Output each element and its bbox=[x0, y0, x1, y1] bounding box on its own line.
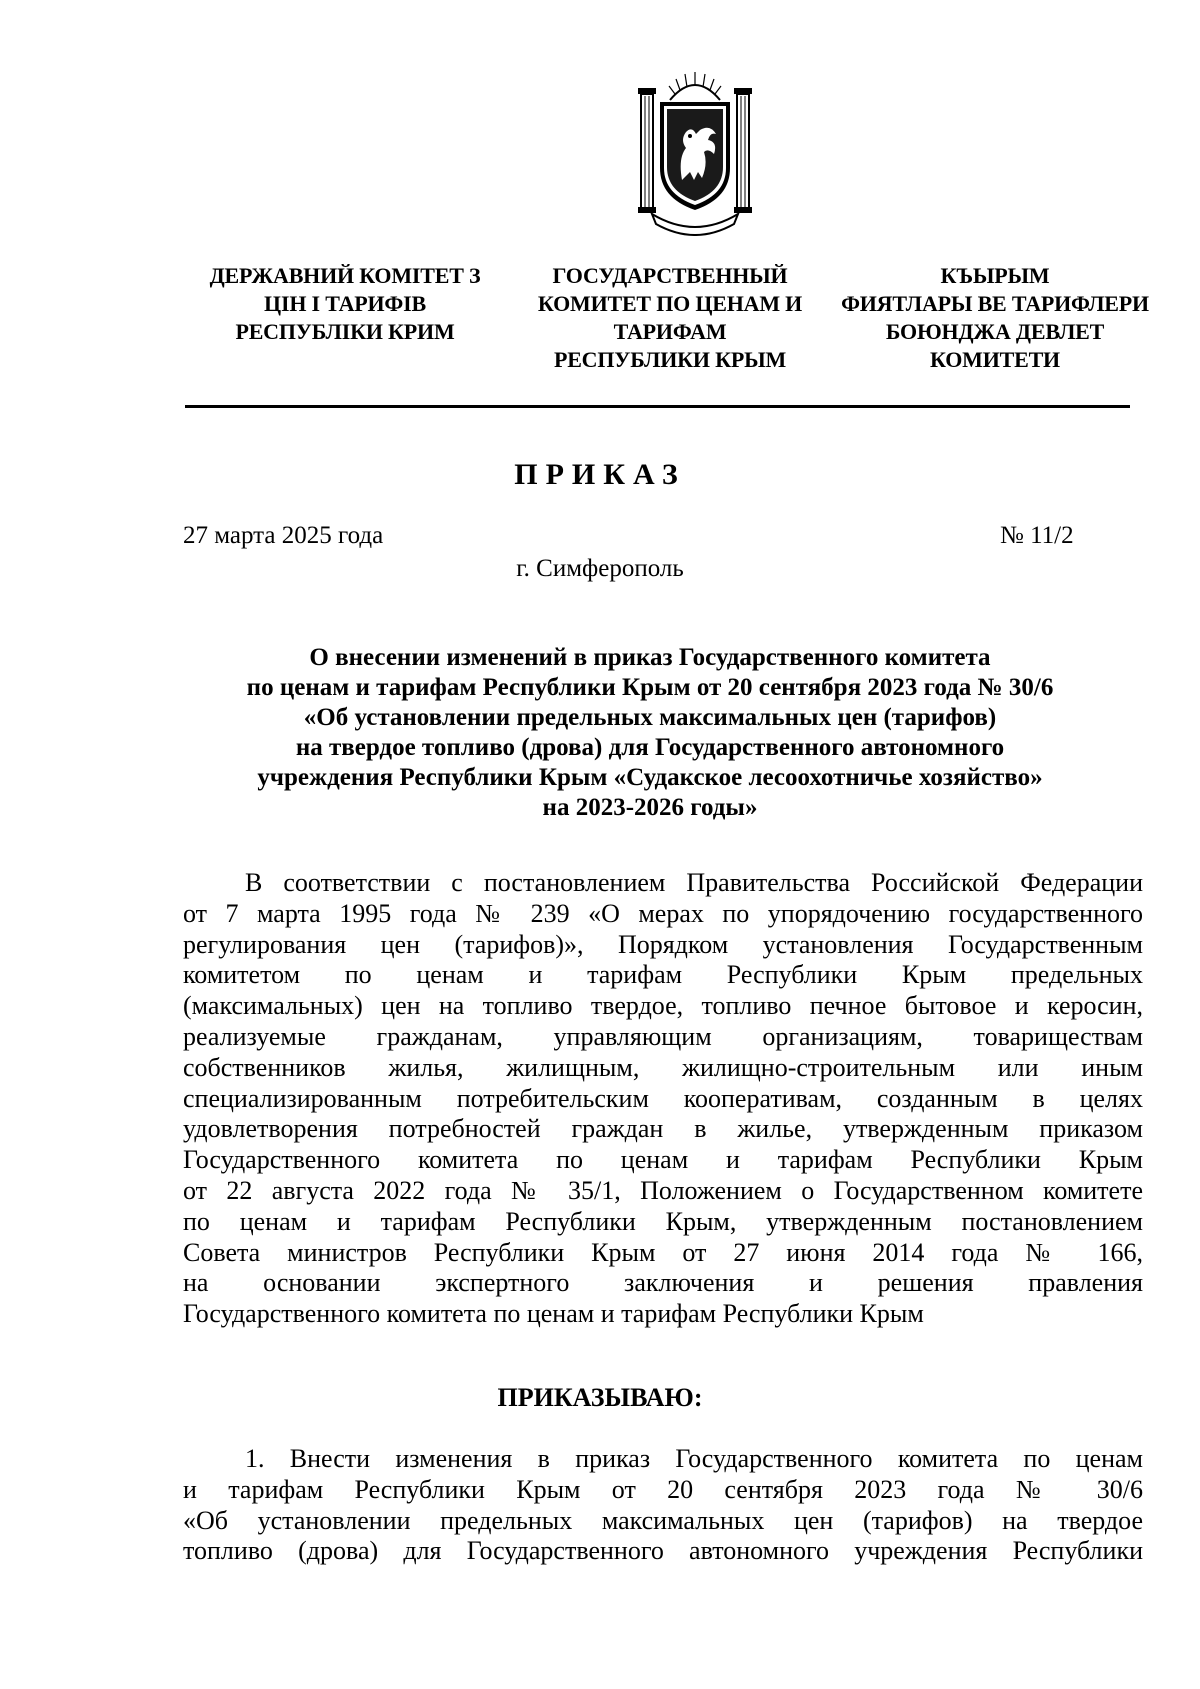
letterhead bbox=[190, 262, 1150, 382]
document-number: № 11/2 bbox=[1000, 522, 1074, 549]
order-item-1: 1. Внести изменения в приказ Государственного комитета по ценам и тарифам Республики Крым от 20 сентября 2023 года № 30/6 «Об установлении предельных максимальных цен (тарифов) на твердое топливо (дрова) для Государственного автономного учреждения Республики bbox=[183, 1444, 1143, 1566]
document-city: г. Симферополь bbox=[516, 555, 684, 582]
header-divider bbox=[185, 405, 1130, 408]
order-heading: ПРИКАЗЫВАЮ: bbox=[497, 1383, 703, 1412]
preamble-paragraph: В соответствии с постановлением Правительства Российской Федерации от 7 марта 1995 года № 239 «О мерах по упорядочению государственного регулирования цен (тарифов)», Порядком установления Государственным комитетом по ценам и тарифам Республики Крым предельных (максимальных) цен на топливо твердое, топливо печное бытовое и керосин, реализуемые гражданам, управляющим организациям, товариществам собственников жилья, жилищным, жилищно-строительным или иным специализированным потребительским кооперативам, созданным в целях удовлетворения потребностей граждан в жилье, утвержденным приказом Государственного комитета по ценам и тарифам Республики Крым от 22 августа 2022 года № 35/1, Положением о Государственном комитете по ценам и тарифам Республики Крым, утвержденным постановлением Совета министров Республики Крым от 27 июня 2014 года № 166, на основании экспертного заключения и решения правления Государственного комитета по ценам и тарифам Республики Крым bbox=[183, 868, 1143, 1329]
letterhead-ukrainian: ДЕРЖАВНИЙ КОМІТЕТ З ЦІН І ТАРИФІВ РЕСПУБЛІКИ КРИМ bbox=[209, 263, 481, 344]
document-title: ПРИКАЗ bbox=[514, 458, 686, 491]
letterhead-crimean-tatar: КЪЫРЫМ ФИЯТЛАРЫ ВЕ ТАРИФЛЕРИ БОЮНДЖА ДЕВЛЕТ КОМИТЕТИ bbox=[841, 263, 1149, 372]
document-subject: О внесении изменений в приказ Государственного комитета по ценам и тарифам Республики Крым от 20 сентября 2023 года № 30/6 «Об установлении предельных максимальных цен (тарифов) на твердое топливо (дрова) для Государственного автономного учреждения Республики Крым «Судакское лесоохотничье хозяйство» на 2023-2026 годы» bbox=[246, 644, 1054, 821]
document-date: 27 марта 2025 года bbox=[183, 522, 384, 549]
letterhead-russian: ГОСУДАРСТВЕННЫЙ КОМИТЕТ ПО ЦЕНАМ И ТАРИФАМ РЕСПУБЛИКИ КРЫМ bbox=[537, 263, 803, 372]
coat-of-arms-icon bbox=[630, 68, 760, 236]
